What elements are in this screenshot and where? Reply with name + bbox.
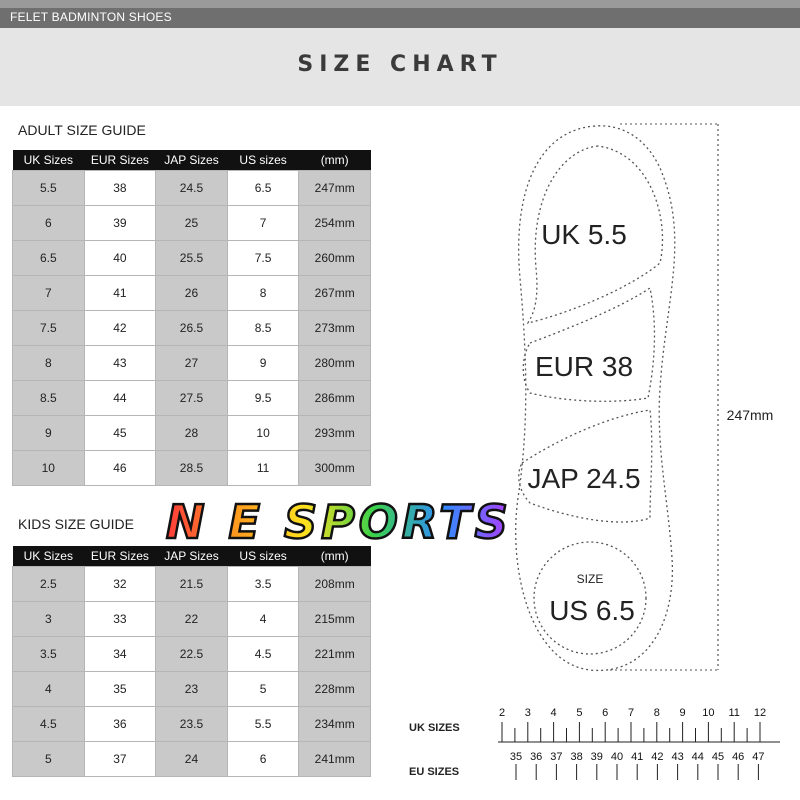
top-bar — [0, 0, 800, 8]
table-cell: 3 — [13, 602, 85, 637]
table-row — [13, 451, 371, 486]
table-cell: 273mm — [299, 311, 371, 346]
table-cell: 6 — [227, 742, 299, 777]
table-cell: 39 — [84, 206, 156, 241]
table-cell: 286mm — [299, 381, 371, 416]
table-cell: 241mm — [299, 742, 371, 777]
uk-scale-number: 9 — [679, 707, 686, 719]
table-cell: 300mm — [299, 451, 371, 486]
table-cell: 8 — [13, 346, 85, 381]
table-cell: 7 — [227, 206, 299, 241]
column-header: (mm) — [299, 546, 371, 567]
eu-scale-number: 35 — [509, 751, 523, 763]
uk-scale-number: 11 — [728, 707, 740, 719]
column-header: JAP Sizes — [156, 150, 228, 171]
eu-scale-number: 39 — [590, 751, 603, 763]
table-header-row — [13, 150, 371, 171]
table-cell: 11 — [227, 451, 299, 486]
table-cell: 2.5 — [13, 567, 85, 602]
table-cell: 43 — [84, 346, 156, 381]
uk-size-label: UK 5.5 — [541, 219, 627, 250]
table-cell: 6 — [13, 206, 85, 241]
table-cell: 7 — [13, 276, 85, 311]
table-cell: 45 — [84, 416, 156, 451]
table-cell: 25.5 — [156, 241, 228, 276]
table-row — [13, 707, 371, 742]
uk-scale-number: 5 — [576, 707, 583, 719]
table-cell: 4.5 — [13, 707, 85, 742]
table-cell: 28 — [156, 416, 228, 451]
table-cell: 267mm — [299, 276, 371, 311]
table-cell: 8.5 — [227, 311, 299, 346]
size-word-label: SIZE — [576, 572, 604, 586]
us-size-label: US 6.5 — [549, 595, 635, 626]
column-header: EUR Sizes — [84, 150, 156, 171]
arch-region — [523, 288, 654, 401]
table-cell: 42 — [84, 311, 156, 346]
table-cell: 26.5 — [156, 311, 228, 346]
table-cell: 27.5 — [156, 381, 228, 416]
table-cell: 21.5 — [156, 567, 228, 602]
table-cell: 27 — [156, 346, 228, 381]
table-cell: 23.5 — [156, 707, 228, 742]
eu-scale-number: 45 — [711, 751, 725, 763]
table-row — [13, 206, 371, 241]
table-cell: 25 — [156, 206, 228, 241]
table-cell: 8.5 — [13, 381, 85, 416]
table-cell: 10 — [227, 416, 299, 451]
jap-size-label: JAP 24.5 — [527, 463, 641, 494]
table-cell: 208mm — [299, 567, 371, 602]
table-row — [13, 381, 371, 416]
table-cell: 215mm — [299, 602, 371, 637]
uk-scale-number: 8 — [653, 707, 660, 719]
table-cell: 280mm — [299, 346, 371, 381]
table-row — [13, 416, 371, 451]
column-header: EUR Sizes — [84, 546, 156, 567]
table-cell: 37 — [84, 742, 156, 777]
table-cell: 33 — [84, 602, 156, 637]
table-cell: 40 — [84, 241, 156, 276]
table-row — [13, 346, 371, 381]
table-row — [13, 672, 371, 707]
table-cell: 3.5 — [13, 637, 85, 672]
table-cell: 36 — [84, 707, 156, 742]
eu-sizes-label: EU SIZES — [409, 766, 460, 778]
uk-scale-number: 12 — [753, 707, 767, 719]
table-cell: 44 — [84, 381, 156, 416]
table-row — [13, 276, 371, 311]
table-cell: 22.5 — [156, 637, 228, 672]
table-cell: 4.5 — [227, 637, 299, 672]
column-header: (mm) — [299, 150, 371, 171]
eu-scale-number: 47 — [752, 751, 765, 763]
table-row — [13, 241, 371, 276]
foot-outline-diagram — [500, 118, 790, 678]
page-title: SIZE CHART — [297, 52, 503, 77]
table-cell: 9.5 — [227, 381, 299, 416]
eu-scale-number: 44 — [691, 751, 704, 763]
table-row — [13, 742, 371, 777]
table-row — [13, 171, 371, 206]
table-cell: 6.5 — [227, 171, 299, 206]
table-cell: 247mm — [299, 171, 371, 206]
table-row — [13, 567, 371, 602]
table-cell: 5.5 — [13, 171, 85, 206]
table-cell: 221mm — [299, 637, 371, 672]
eu-scale-number: 37 — [550, 751, 563, 763]
table-cell: 4 — [227, 602, 299, 637]
table-cell: 24 — [156, 742, 228, 777]
uk-scale-number: 6 — [602, 707, 609, 719]
eu-scale-number: 42 — [651, 751, 664, 763]
table-cell: 41 — [84, 276, 156, 311]
sole-outline — [516, 126, 675, 671]
brand-name: FELET BADMINTON SHOES — [10, 10, 172, 24]
table-cell: 9 — [13, 416, 85, 451]
uk-scale-number: 3 — [524, 707, 531, 719]
table-cell: 3.5 — [227, 567, 299, 602]
table-cell: 5.5 — [227, 707, 299, 742]
column-header: US sizes — [227, 150, 299, 171]
uk-sizes-label: UK SIZES — [409, 722, 460, 734]
column-header: JAP Sizes — [156, 546, 228, 567]
table-row — [13, 602, 371, 637]
table-row — [13, 637, 371, 672]
eu-scale-number: 38 — [570, 751, 583, 763]
eu-scale-number: 41 — [631, 751, 644, 763]
table-cell: 34 — [84, 637, 156, 672]
table-cell: 38 — [84, 171, 156, 206]
column-header: UK Sizes — [13, 150, 85, 171]
adult-guide-title: ADULT SIZE GUIDE — [18, 122, 146, 138]
table-cell: 28.5 — [156, 451, 228, 486]
watermark-logo — [160, 490, 520, 552]
table-cell: 293mm — [299, 416, 371, 451]
table-row — [13, 311, 371, 346]
table-cell: 260mm — [299, 241, 371, 276]
table-cell: 22 — [156, 602, 228, 637]
kids-size-table — [12, 546, 371, 777]
table-cell: 32 — [84, 567, 156, 602]
uk-scale-number: 2 — [498, 707, 506, 719]
table-cell: 35 — [84, 672, 156, 707]
length-label: 247mm — [726, 407, 774, 423]
column-header: UK Sizes — [13, 546, 85, 567]
table-cell: 24.5 — [156, 171, 228, 206]
eu-scale-number: 46 — [732, 751, 745, 763]
table-cell: 10 — [13, 451, 85, 486]
table-cell: 254mm — [299, 206, 371, 241]
table-cell: 7.5 — [227, 241, 299, 276]
table-cell: 8 — [227, 276, 299, 311]
table-cell: 234mm — [299, 707, 371, 742]
eur-size-label: EUR 38 — [534, 351, 634, 382]
uk-scale-number: 4 — [550, 707, 557, 719]
table-cell: 6.5 — [13, 241, 85, 276]
size-conversion-scale — [490, 700, 790, 790]
watermark-text: N E SPORTS — [166, 495, 512, 549]
uk-scale-number: 7 — [627, 707, 635, 719]
table-cell: 46 — [84, 451, 156, 486]
table-cell: 228mm — [299, 672, 371, 707]
table-cell: 5 — [13, 742, 85, 777]
eu-scale-number: 36 — [530, 751, 543, 763]
kids-guide-title: KIDS SIZE GUIDE — [18, 516, 134, 532]
eu-scale-number: 40 — [610, 751, 624, 763]
table-cell: 23 — [156, 672, 228, 707]
table-cell: 5 — [227, 672, 299, 707]
table-cell: 4 — [13, 672, 85, 707]
eu-scale-number: 43 — [671, 751, 684, 763]
uk-scale-number: 10 — [702, 707, 715, 719]
table-cell: 9 — [227, 346, 299, 381]
table-cell: 26 — [156, 276, 228, 311]
adult-size-table — [12, 150, 371, 486]
column-header: US sizes — [227, 546, 299, 567]
table-cell: 7.5 — [13, 311, 85, 346]
